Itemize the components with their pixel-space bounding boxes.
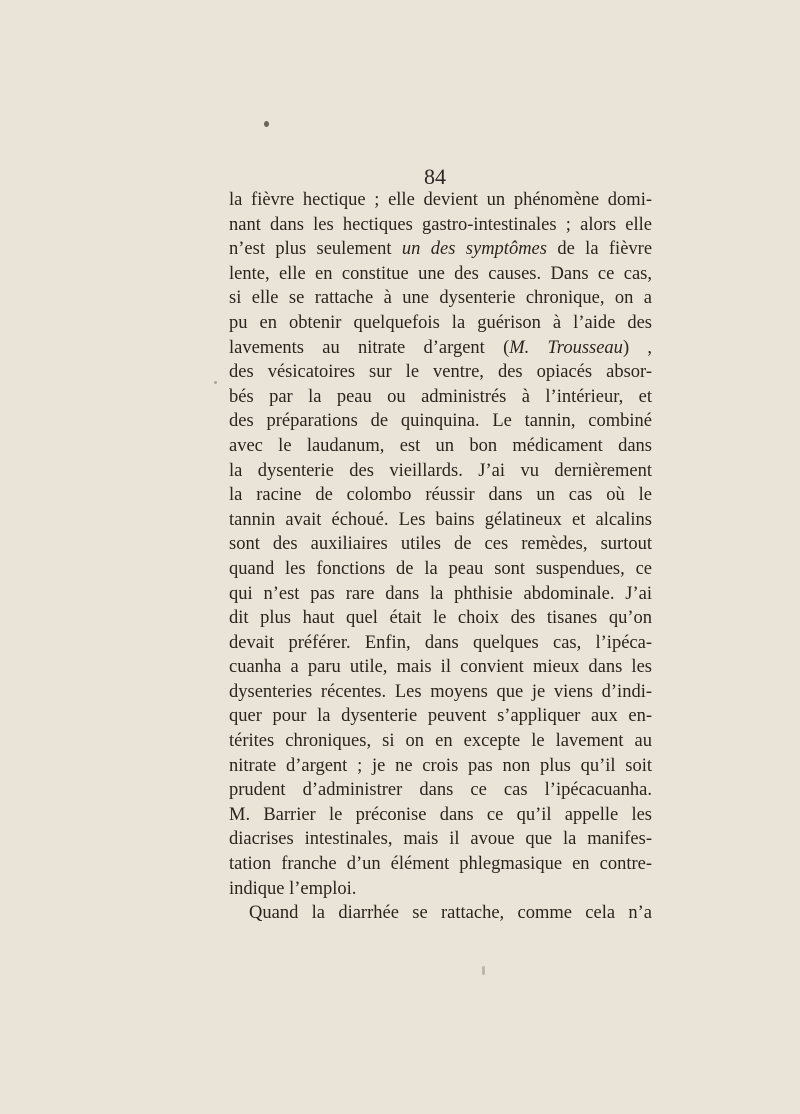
- text-line: [229, 336, 652, 361]
- text-segment: ) ,: [622, 337, 652, 358]
- text-line: bés par la peau ou administrés à l’intérieur, et: [229, 386, 652, 407]
- text-line: cuanha a paru utile, mais il convient mieux dans les: [229, 657, 652, 678]
- text-line: tation franche d’un élément phlegmasique en contre-: [229, 854, 652, 875]
- text-segment: de la fièvre: [557, 239, 653, 260]
- ink-speck: [214, 381, 217, 384]
- ink-speck: [264, 121, 269, 127]
- italic-author: M. Trousseau: [509, 337, 623, 358]
- text-line: des vésicatoires sur le ventre, des opiacés absor-: [229, 362, 652, 383]
- text-line: quand les fonctions de la peau sont suspendues, ce: [229, 558, 652, 579]
- text-line: indique l’emploi.: [229, 878, 357, 899]
- text-line: prudent d’administrer dans ce cas l’ipécacuanha.: [229, 780, 652, 801]
- text-line: nitrate d’argent ; je ne crois pas non plus qu’il soit: [229, 755, 652, 776]
- text-line: si elle se rattache à une dysenterie chronique, on a: [229, 288, 652, 309]
- text-line: M. Barrier le préconise dans ce qu’il appelle les: [229, 804, 652, 825]
- text-line: sont des auxiliaires utiles de ces remèdes, surtout: [229, 534, 652, 555]
- text-segment: lavements au nitrate d’argent (: [229, 337, 510, 358]
- text-line: [229, 237, 652, 262]
- text-line: qui n’est pas rare dans la phthisie abdominale. J’ai: [229, 583, 652, 604]
- text-line: térites chroniques, si on en excepte le lavement au: [229, 731, 652, 752]
- text-line: nant dans les hectiques gastro-intestinales ; alors elle: [229, 214, 652, 235]
- text-line: des préparations de quinquina. Le tannin, combiné: [229, 411, 652, 432]
- text-line: Quand la diarrhée se rattache, comme cela n’a: [249, 903, 652, 924]
- page-number: 84: [424, 164, 446, 189]
- text-line: lente, elle en constitue une des causes. Dans ce cas,: [229, 263, 652, 284]
- italic-phrase: un des symptômes: [401, 239, 547, 260]
- body-text: [229, 188, 652, 926]
- text-line: dysenteries récentes. Les moyens que je viens d’indi-: [229, 681, 652, 702]
- text-line: la fièvre hectique ; elle devient un phénomène domi-: [229, 190, 652, 210]
- text-segment: n’est plus seulement: [229, 239, 392, 260]
- text-line: avec le laudanum, est un bon médicament dans: [229, 435, 652, 456]
- text-line: la racine de colombo réussir dans un cas où le: [229, 485, 652, 506]
- text-line: dit plus haut quel était le choix des tisanes qu’on: [229, 608, 652, 629]
- text-line: la dysenterie des vieillards. J’ai vu dernièrement: [229, 460, 652, 481]
- text-line: devait préférer. Enfin, dans quelques cas, l’ipéca-: [229, 632, 652, 653]
- text-line: quer pour la dysenterie peuvent s’appliquer aux en-: [229, 706, 652, 727]
- text-line: pu en obtenir quelquefois la guérison à l’aide des: [229, 312, 652, 333]
- ink-speck: [482, 966, 485, 975]
- text-line: tannin avait échoué. Les bains gélatineux et alcalins: [229, 509, 652, 530]
- text-line: diacrises intestinales, mais il avoue que la manifes-: [229, 829, 652, 850]
